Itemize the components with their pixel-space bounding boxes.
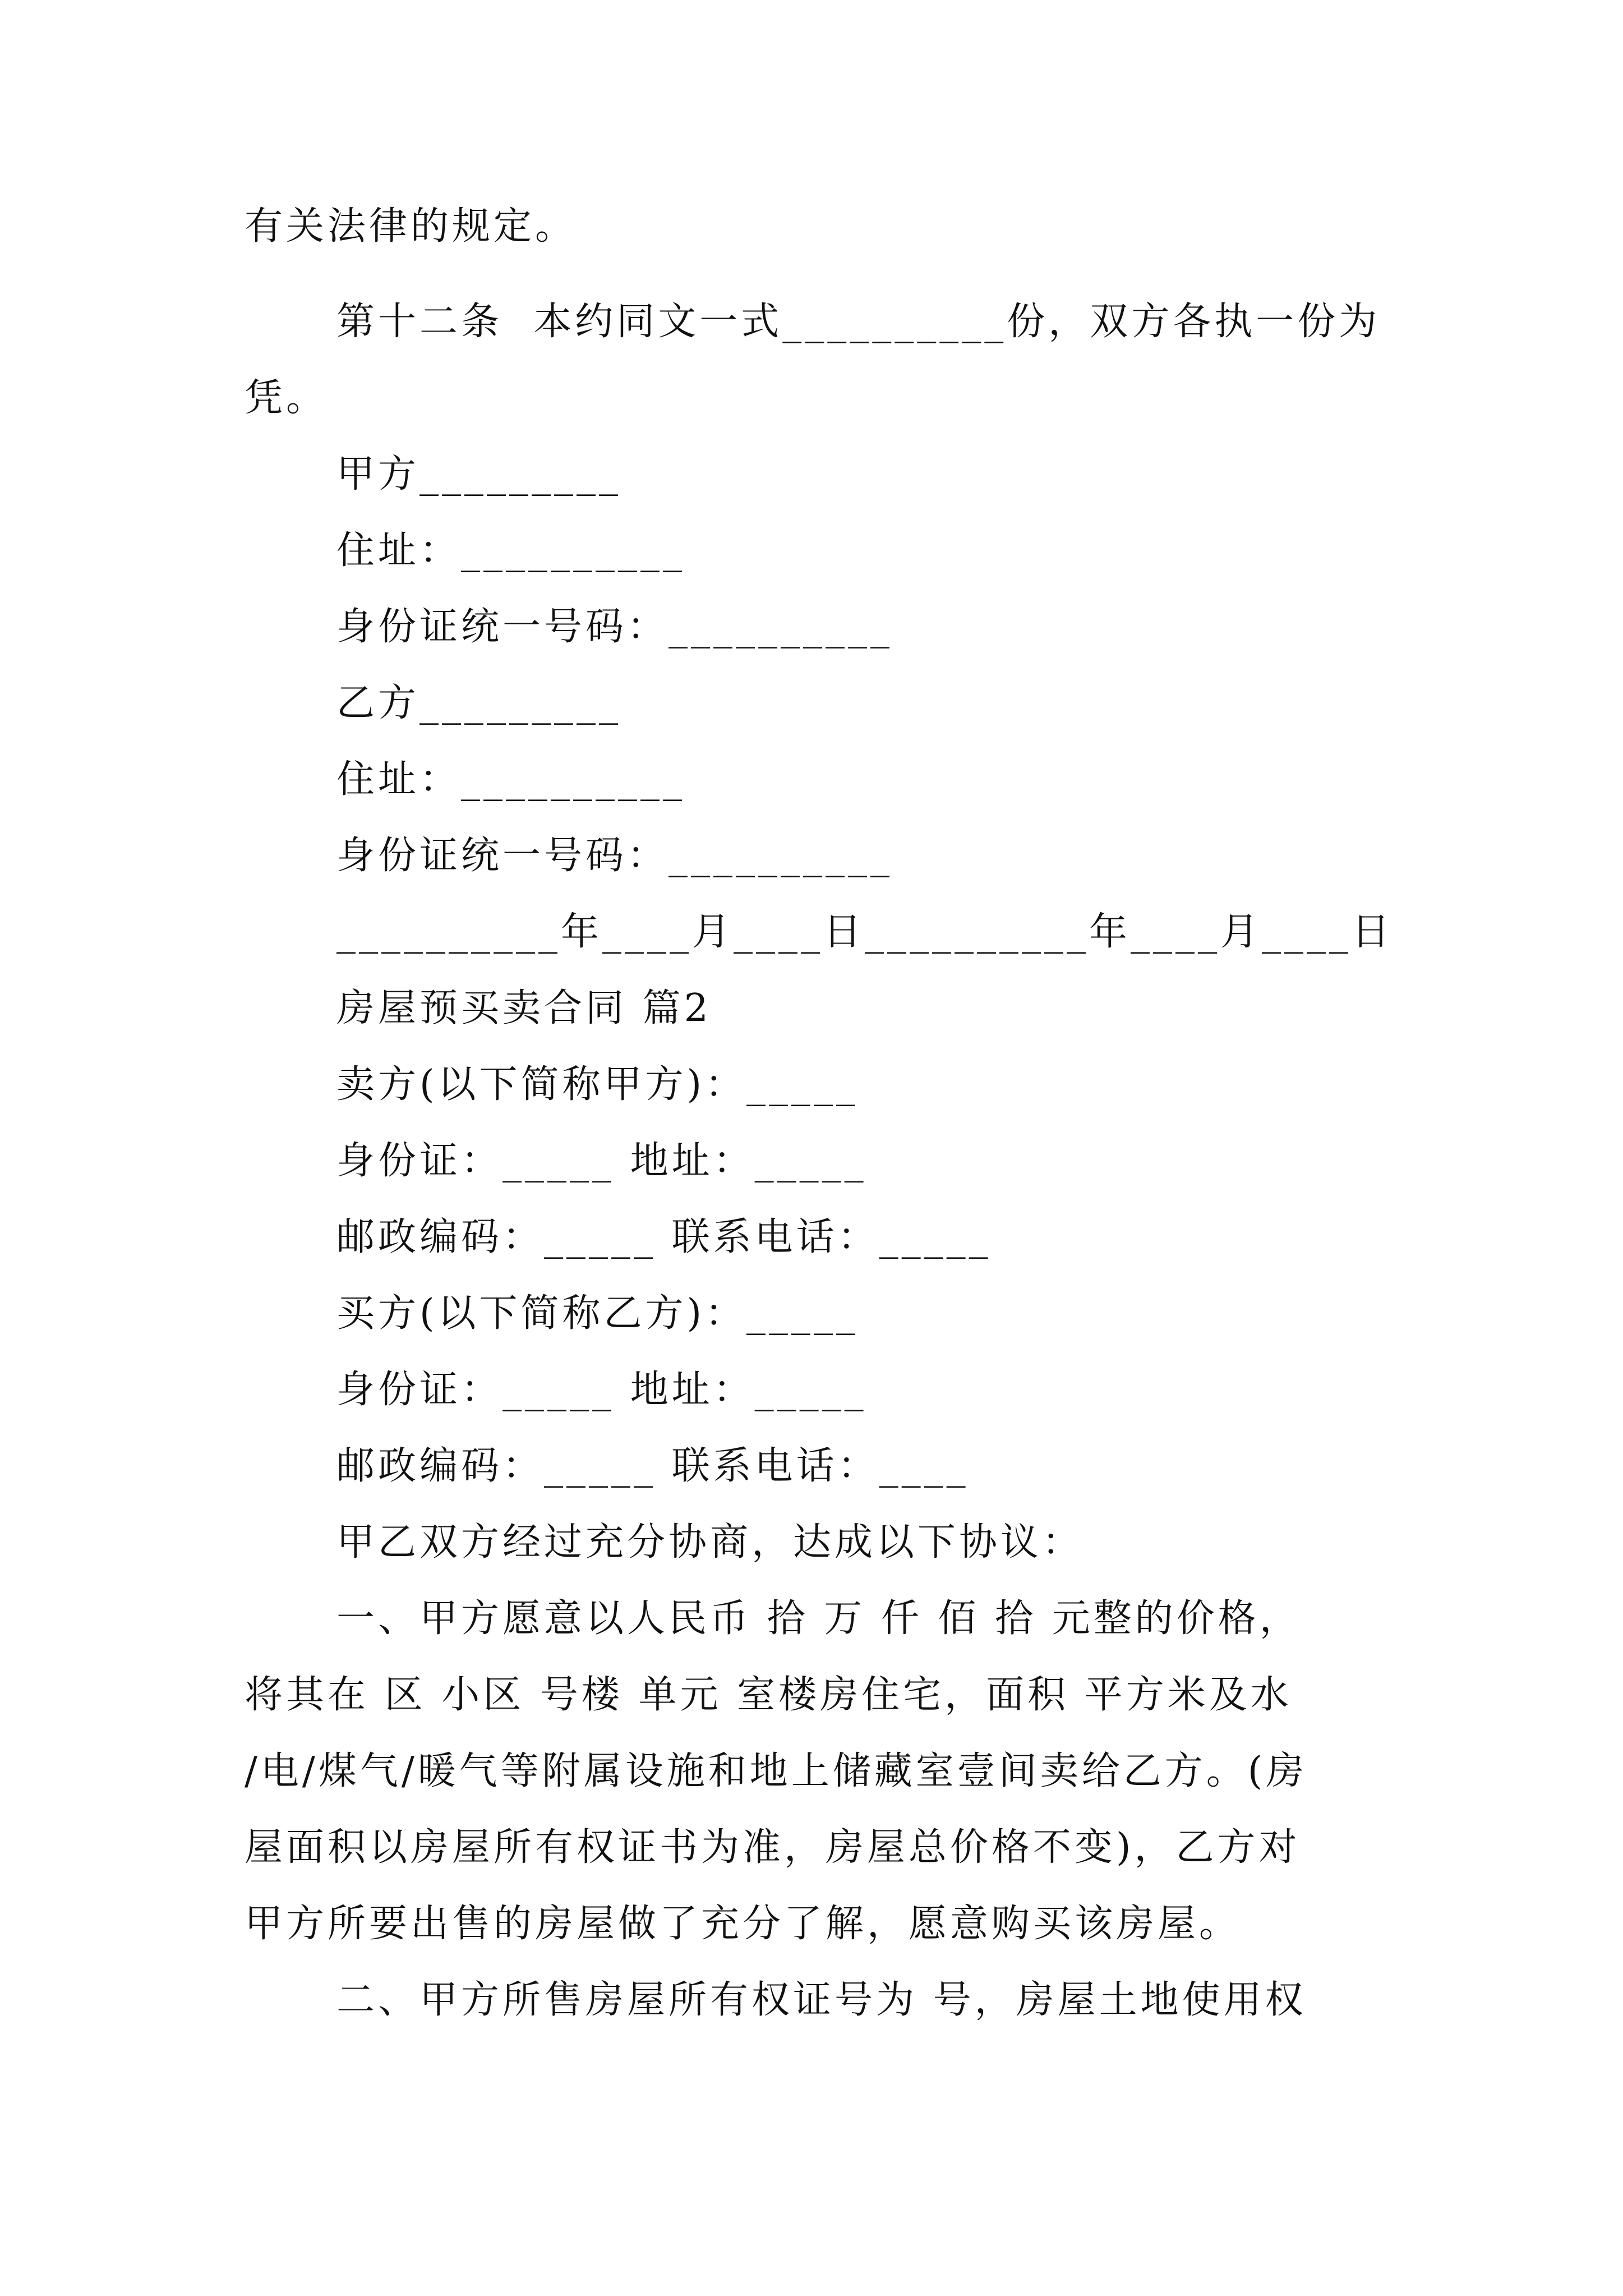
text-line: 屋面积以房屋所有权证书为准，房屋总价格不变)，乙方对	[245, 1825, 1301, 1870]
text-line: 住址：__________	[336, 757, 686, 802]
text-line: 甲方所要出售的房屋做了充分了解，愿意购买该房屋。	[245, 1902, 1241, 1946]
text-line: 第十二条 本约同文一式__________份，双方各执一份为	[336, 300, 1381, 344]
text-line: 身份证统一号码：__________	[336, 834, 893, 878]
text-line: 有关法律的规定。	[245, 204, 577, 249]
text-line: 乙方_________	[336, 681, 622, 725]
text-line: /电/煤气/暖气等附属设施和地上储藏室壹间卖给乙方。(房	[245, 1749, 1308, 1793]
text-line: 身份证：_____ 地址：_____	[336, 1368, 867, 1412]
text-line: 一、甲方愿意以人民币 拾 万 仟 佰 拾 元整的价格，	[336, 1596, 1301, 1641]
text-line: 凭。	[245, 376, 328, 420]
section-heading: 房屋预买卖合同 篇2	[336, 986, 712, 1030]
text-line: 将其在 区 小区 号楼 单元 室楼房住宅，面积 平方米及水	[245, 1673, 1292, 1717]
text-line: __________年____月____日__________年____月____日	[336, 910, 1394, 954]
text-line: 身份证：_____ 地址：_____	[336, 1139, 867, 1183]
text-line: 买方(以下简称乙方)：_____	[336, 1291, 859, 1336]
text-line: 邮政编码：_____ 联系电话：_____	[336, 1215, 992, 1259]
text-line: 住址：__________	[336, 528, 686, 573]
text-line: 卖方(以下简称甲方)：_____	[336, 1062, 859, 1107]
text-line: 身份证统一号码：__________	[336, 605, 893, 649]
text-line: 甲方_________	[336, 452, 622, 496]
text-line: 邮政编码：_____ 联系电话：____	[336, 1444, 969, 1488]
text-line: 甲乙双方经过充分协商，达成以下协议：	[336, 1520, 1084, 1565]
text-line: 二、甲方所售房屋所有权证号为 号，房屋土地使用权	[336, 1978, 1307, 2022]
